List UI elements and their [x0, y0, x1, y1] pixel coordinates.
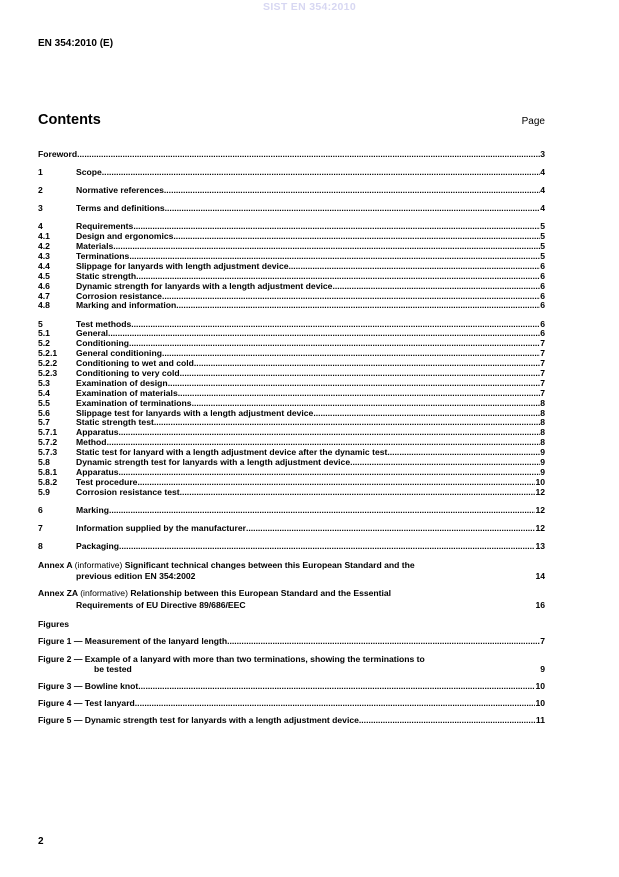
figure-label: Figure 5 — Dynamic strength test for lanyards with a length adjustment device [38, 715, 359, 726]
toc-entry-page: 4 [540, 167, 545, 178]
figure-label: Figure 3 — Bowline knot [38, 681, 139, 692]
leader-dots [109, 506, 535, 516]
toc-entry-label: Test methods [76, 318, 132, 329]
toc-entry-page: 13 [535, 540, 545, 551]
toc-entry-normative-references[interactable] [38, 186, 545, 196]
toc-entry-label: Slippage test for lanyards with a length adjustment device [76, 407, 314, 418]
page-column-header: Page [521, 116, 545, 127]
toc-entry-label: Dynamic strength for lanyards with a length adjustment device [76, 280, 333, 291]
toc-entry-label: Examination of terminations [76, 397, 192, 408]
figures-heading: Figures [38, 618, 70, 629]
toc-entry-label: Corrosion resistance [76, 290, 162, 301]
toc-entry-number: 5.8.2 [38, 476, 58, 487]
toc-entry-page: 12 [535, 504, 545, 515]
toc-entry-figure-4[interactable] [38, 699, 545, 709]
toc-entry-page: 9 [540, 466, 545, 477]
toc-entry[interactable] [38, 301, 545, 311]
leader-dots [313, 409, 540, 419]
toc-entry-number: 5.2.1 [38, 348, 58, 359]
leader-dots [194, 359, 540, 369]
toc-entry-page: 10 [535, 476, 545, 487]
toc-entry-page: 6 [540, 318, 545, 329]
leader-dots [119, 542, 535, 552]
toc-entry-figure-1[interactable] [38, 637, 545, 647]
toc-entry-number: 6 [38, 504, 43, 515]
toc-entry-label: Foreword [38, 149, 78, 159]
toc-entry-marking[interactable] [38, 506, 545, 516]
toc-entry-information-supplied[interactable] [38, 524, 545, 534]
toc-entry-label: Apparatus [76, 427, 119, 438]
toc-group-test-methods [38, 320, 545, 498]
toc-entry[interactable] [38, 428, 545, 438]
toc-entry-page: 16 [535, 599, 545, 610]
toc-entry-number: 5.7.2 [38, 437, 58, 448]
toc-entry-number: 4.1 [38, 231, 50, 242]
toc-entry-label: Static strength test [76, 417, 154, 428]
toc-entry-label: Slippage for lanyards with length adjustment device [76, 260, 289, 271]
toc-entry-number: 4.7 [38, 290, 50, 301]
toc-entry-page: 6 [540, 328, 545, 339]
leader-dots [195, 571, 535, 582]
toc-entry-label: Marking and information [76, 300, 177, 311]
toc-group-requirements [38, 222, 545, 311]
toc-entry-page: 10 [535, 681, 545, 692]
toc-entry-label: Materials [76, 241, 114, 252]
leader-dots [138, 682, 535, 692]
leader-dots [359, 716, 536, 726]
leader-dots [164, 186, 540, 196]
toc-entry-number: 5.7 [38, 417, 50, 428]
page-title: Contents [38, 112, 101, 128]
leader-dots [332, 282, 540, 292]
toc-entry-page: 7 [540, 377, 545, 388]
toc-entry-label: Requirements [76, 221, 134, 232]
toc-entry-label: Normative references [76, 185, 164, 196]
toc-entry-page: 14 [535, 571, 545, 582]
toc-entry-annex-a[interactable] [38, 560, 545, 582]
toc-entry[interactable] [38, 320, 545, 330]
leader-dots [77, 150, 540, 160]
annex-title: Significant technical changes between this European Standard and the [124, 559, 415, 570]
toc-entry-foreword[interactable] [38, 150, 545, 160]
toc-entry-number: 5.9 [38, 486, 50, 497]
toc-entry-label: Conditioning [76, 338, 129, 349]
leader-dots [135, 699, 536, 709]
toc-entry-number: 8 [38, 540, 43, 551]
toc-entry-page: 9 [540, 447, 545, 458]
document-id: EN 354:2010 (E) [38, 38, 114, 49]
toc-entry-figure-5[interactable] [38, 716, 545, 726]
toc-entry-label: Apparatus [76, 466, 119, 477]
toc-entry-label: Marking [76, 504, 109, 515]
toc-entry-number: 4.6 [38, 280, 50, 291]
leader-dots [113, 242, 540, 252]
toc-entry-label: Information supplied by the manufacturer [76, 522, 246, 533]
toc-entry[interactable] [38, 488, 545, 498]
toc-entry-page: 11 [535, 715, 545, 726]
toc-entry-page: 5 [540, 250, 545, 261]
toc-entry-page: 6 [540, 300, 545, 311]
figure-label-cont: be tested [94, 664, 132, 675]
leader-dots [180, 369, 541, 379]
toc-entry-label: Terms and definitions [76, 203, 165, 214]
toc-entry-number: 5.3 [38, 377, 50, 388]
watermark: SIST EN 354:2010 [263, 1, 356, 13]
annex-title: Relationship between this European Standard and the Essential [130, 588, 392, 599]
leader-dots [102, 168, 540, 178]
toc-entry-label: Scope [76, 167, 102, 178]
toc-entry-number: 3 [38, 203, 43, 214]
toc-entry-page: 4 [540, 185, 545, 196]
toc-entry-label: Test procedure [76, 476, 138, 487]
toc-entry-label: General [76, 328, 109, 339]
toc-entry-number: 5.6 [38, 407, 50, 418]
toc-entry-page: 7 [540, 348, 545, 359]
toc-entry-number: 5.8.1 [38, 466, 58, 477]
figure-label: Figure 2 — Example of a lanyard with more than two terminations, showing the terminations to [38, 653, 425, 664]
toc-entry-number: 5.7.3 [38, 447, 58, 458]
toc-entry-number: 5.2.2 [38, 358, 58, 369]
toc-entry-page: 6 [540, 280, 545, 291]
toc-entry[interactable] [38, 232, 545, 242]
leader-dots [162, 292, 540, 302]
toc-entry-terms-and-definitions[interactable] [38, 204, 545, 214]
toc-entry-page: 7 [540, 338, 545, 349]
annex-kind: (informative) [74, 559, 123, 570]
leader-dots [178, 389, 540, 399]
toc-entry-number: 1 [38, 167, 43, 178]
annex-title-cont: Requirements of EU Directive 89/686/EEC [76, 599, 246, 610]
toc-entry-page: 5 [540, 241, 545, 252]
toc-entry-page: 12 [535, 486, 545, 497]
leader-dots [180, 488, 536, 498]
toc-entry-number: 7 [38, 522, 43, 533]
annex-prefix: Annex ZA [38, 588, 78, 599]
toc-entry-page: 5 [540, 231, 545, 242]
toc-entry-page: 8 [540, 407, 545, 418]
leader-dots [162, 349, 540, 359]
leader-dots [133, 222, 540, 232]
toc-entry-page: 7 [540, 635, 545, 646]
leader-dots [154, 418, 540, 428]
annex-kind: (informative) [80, 588, 128, 599]
toc-entry-number: 4.8 [38, 300, 50, 311]
leader-dots [173, 232, 540, 242]
toc-entry-page: 6 [540, 270, 545, 281]
toc-entry-page: 9 [540, 456, 545, 467]
toc-entry-label: Packaging [76, 540, 119, 551]
leader-dots [165, 204, 541, 214]
toc-entry-label: Corrosion resistance test [76, 486, 180, 497]
toc-entry-number: 4.4 [38, 260, 50, 271]
annex-prefix: Annex A [38, 559, 73, 570]
toc-entry-label: General conditioning [76, 348, 162, 359]
leader-dots [108, 329, 540, 339]
toc-entry-page: 9 [540, 664, 545, 675]
leader-dots [131, 320, 540, 330]
toc-entry-page: 5 [540, 221, 545, 232]
leader-dots [176, 301, 540, 311]
leader-dots [168, 379, 541, 389]
toc-entry-label: Terminations [76, 250, 130, 261]
toc-entry-number: 5.2.3 [38, 367, 58, 378]
table-of-contents [38, 150, 545, 726]
toc-entry-number: 4.3 [38, 250, 50, 261]
leader-dots [137, 478, 535, 488]
toc-entry-number: 5 [38, 318, 43, 329]
toc-entry-number: 5.4 [38, 387, 50, 398]
toc-entry-figure-2[interactable] [38, 654, 545, 676]
toc-entry-label: Conditioning to wet and cold [76, 358, 194, 369]
toc-entry-number: 5.8 [38, 456, 50, 467]
toc-entry-number: 2 [38, 185, 43, 196]
toc-entry-page: 12 [535, 522, 545, 533]
toc-entry-page: 8 [540, 417, 545, 428]
toc-entry-page: 4 [540, 203, 545, 214]
toc-entry-page: 10 [535, 698, 545, 709]
toc-entry-label: Design and ergonomics [76, 231, 174, 242]
toc-entry-annex-za[interactable] [38, 588, 545, 610]
toc-entry-page: 7 [540, 387, 545, 398]
leader-dots [132, 664, 540, 675]
page-number: 2 [38, 836, 44, 847]
toc-entry-page: 6 [540, 260, 545, 271]
toc-entry-label: Static strength [76, 270, 137, 281]
toc-entry-packaging[interactable] [38, 542, 545, 552]
leader-dots [119, 428, 541, 438]
toc-entry-number: 5.7.1 [38, 427, 58, 438]
toc-entry-number: 5.1 [38, 328, 50, 339]
toc-entry-page: 8 [540, 397, 545, 408]
leader-dots [350, 458, 540, 468]
leader-dots [289, 262, 541, 272]
leader-dots [246, 524, 535, 534]
toc-entry-page: 7 [540, 367, 545, 378]
toc-entry-number: 5.2 [38, 338, 50, 349]
toc-entry-label: Method [76, 437, 107, 448]
leader-dots [387, 448, 540, 458]
annex-title-cont: previous edition EN 354:2002 [76, 571, 196, 582]
toc-entry-label: Static test for lanyard with a length adjustment device after the dynamic test [76, 447, 388, 458]
toc-entry-page: 8 [540, 437, 545, 448]
toc-entry-number: 5.5 [38, 397, 50, 408]
toc-entry-page: 6 [540, 290, 545, 301]
figure-label: Figure 1 — Measurement of the lanyard length [38, 635, 228, 646]
toc-entry-page: 3 [540, 149, 545, 159]
toc-entry-figure-3[interactable] [38, 682, 545, 692]
toc-entry-label: Conditioning to very cold [76, 367, 180, 378]
leader-dots [119, 468, 541, 478]
figure-label: Figure 4 — Test lanyard [38, 698, 135, 709]
toc-entry-label: Dynamic strength test for lanyards with a length adjustment device [76, 456, 351, 467]
toc-entry-scope[interactable] [38, 168, 545, 178]
toc-entry-label: Examination of materials [76, 387, 178, 398]
leader-dots [227, 637, 540, 647]
toc-entry-label: Examination of design [76, 377, 168, 388]
toc-entry-number: 4.5 [38, 270, 50, 281]
toc-entry-page: 7 [540, 358, 545, 369]
toc-entry-number: 4.2 [38, 241, 50, 252]
toc-entry-page: 8 [540, 427, 545, 438]
leader-dots [129, 339, 540, 349]
toc-entry-number: 4 [38, 221, 43, 232]
